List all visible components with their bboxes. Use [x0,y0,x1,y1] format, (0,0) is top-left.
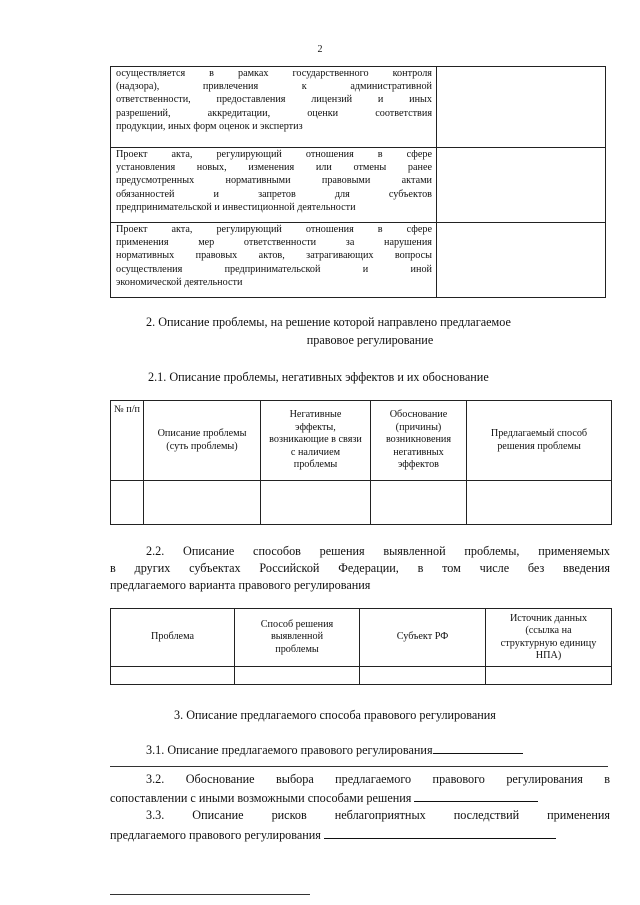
cell-line: осуществления предпринимательской и иной [116,263,432,275]
cell-line: ответственности, предоставления лицензий и иных [116,94,432,106]
table-header-row [111,609,612,667]
subsection-3-2-line-2 [110,789,538,807]
table-cell [111,148,437,223]
subsection-3-2-line-1: 3.2. Обоснование выбора предлагаемого правового регулирования в [146,772,610,786]
section-2-heading-line-1: 2. Описание проблемы, на решение которой направлено предлагаемое [146,315,511,329]
cell-line: установления новых, изменения или отмены ранее [116,162,432,174]
cell-line: применения мер ответственности за нарушения [116,237,432,249]
table-cell-empty [235,667,360,685]
other-regions-solutions-table [110,608,612,685]
table-cell-empty [437,67,606,148]
table-cell-empty [144,481,261,525]
cell-line: предпринимательской и инвестиционной деятельности [116,201,356,213]
cell-line: продукции, иных форм оценок и экспертиз [116,120,303,132]
table-cell-empty [486,667,612,685]
subsection-2-2-line-1: 2.2. Описание способов решения выявленной проблемы, применяемых [146,544,610,558]
fill-in-line[interactable] [110,766,608,767]
problem-description-table [110,400,612,525]
table-cell-empty [437,148,606,223]
fill-in-blank[interactable] [324,826,556,839]
cell-line: осуществляется в рамках государственного контроля [116,68,432,79]
table-cell [111,223,437,298]
cell-line: экономической деятельности [116,276,243,288]
page-number: 2 [317,44,323,55]
table-cell [111,67,437,148]
header-cell-data-source: Источник данных (ссылка на структурную единицу НПА) [486,609,612,667]
cell-line: обязанностей и запретов для субъектов [116,188,432,200]
fill-in-blank[interactable] [433,741,523,754]
header-cell-negative-effects: Негативные эффекты, возникающие в связи с наличием проблемы [261,401,371,481]
header-cell-solution-method: Способ решения выявленной проблемы [235,609,360,667]
table-cell-empty [371,481,467,525]
cell-line: Проект акта, регулирующий отношения в сфере [116,224,432,235]
header-cell-justification: Обоснование (причины) возникновения негативных эффектов [371,401,467,481]
cell-line: разрешений, аккредитации, оценки соответствия [116,107,432,119]
subsection-3-3-label: предлагаемого правового регулирования [110,828,321,842]
table-row [111,481,612,525]
table-cell-empty [360,667,486,685]
section-2-heading-line-2: правовое регулирование [306,333,434,347]
subsection-3-3-line-1: 3.3. Описание рисков неблагоприятных последствий применения [146,808,610,822]
subsection-3-3-line-2 [110,826,556,844]
table-row [111,148,606,223]
subsection-2-1-heading: 2.1. Описание проблемы, негативных эффектов и их обоснование [148,370,489,384]
subsection-3-2-label: сопоставлении с иными возможными способами решения [110,791,412,805]
cell-line: предусмотренных нормативными правовыми актами [116,175,432,187]
subsection-2-2-line-3: предлагаемого варианта правового регулирования [110,578,371,592]
table-cell-empty [111,481,144,525]
header-cell-problem: Проблема [111,609,235,667]
table-row [111,667,612,685]
table-cell-empty [437,223,606,298]
header-cell-number: № п/п [111,401,144,481]
table-cell-empty [111,667,235,685]
subsection-3-1-label: 3.1. Описание предлагаемого правового регулирования [146,743,433,757]
table-cell-empty [467,481,612,525]
regulation-type-table [110,66,606,298]
cell-line: (надзора), привлечения к административной [116,81,432,93]
subsection-3-1 [146,741,523,759]
subsection-2-2-line-2: в других субъектах Российской Федерации, в том числе без введения [110,561,610,575]
cell-line: нормативных правовых актов, затрагивающих вопросы [116,250,432,262]
table-header-row [111,401,612,481]
header-cell-proposed-solution: Предлагаемый способ решения проблемы [467,401,612,481]
header-cell-region: Субъект РФ [360,609,486,667]
table-cell-empty [261,481,371,525]
cell-line: Проект акта, регулирующий отношения в сфере [116,149,432,160]
table-row [111,223,606,298]
header-cell-problem: Описание проблемы (суть проблемы) [144,401,261,481]
table-row [111,67,606,148]
section-3-heading: 3. Описание предлагаемого способа правового регулирования [174,708,496,722]
fill-in-blank[interactable] [414,789,538,802]
footnote-separator [110,894,310,895]
